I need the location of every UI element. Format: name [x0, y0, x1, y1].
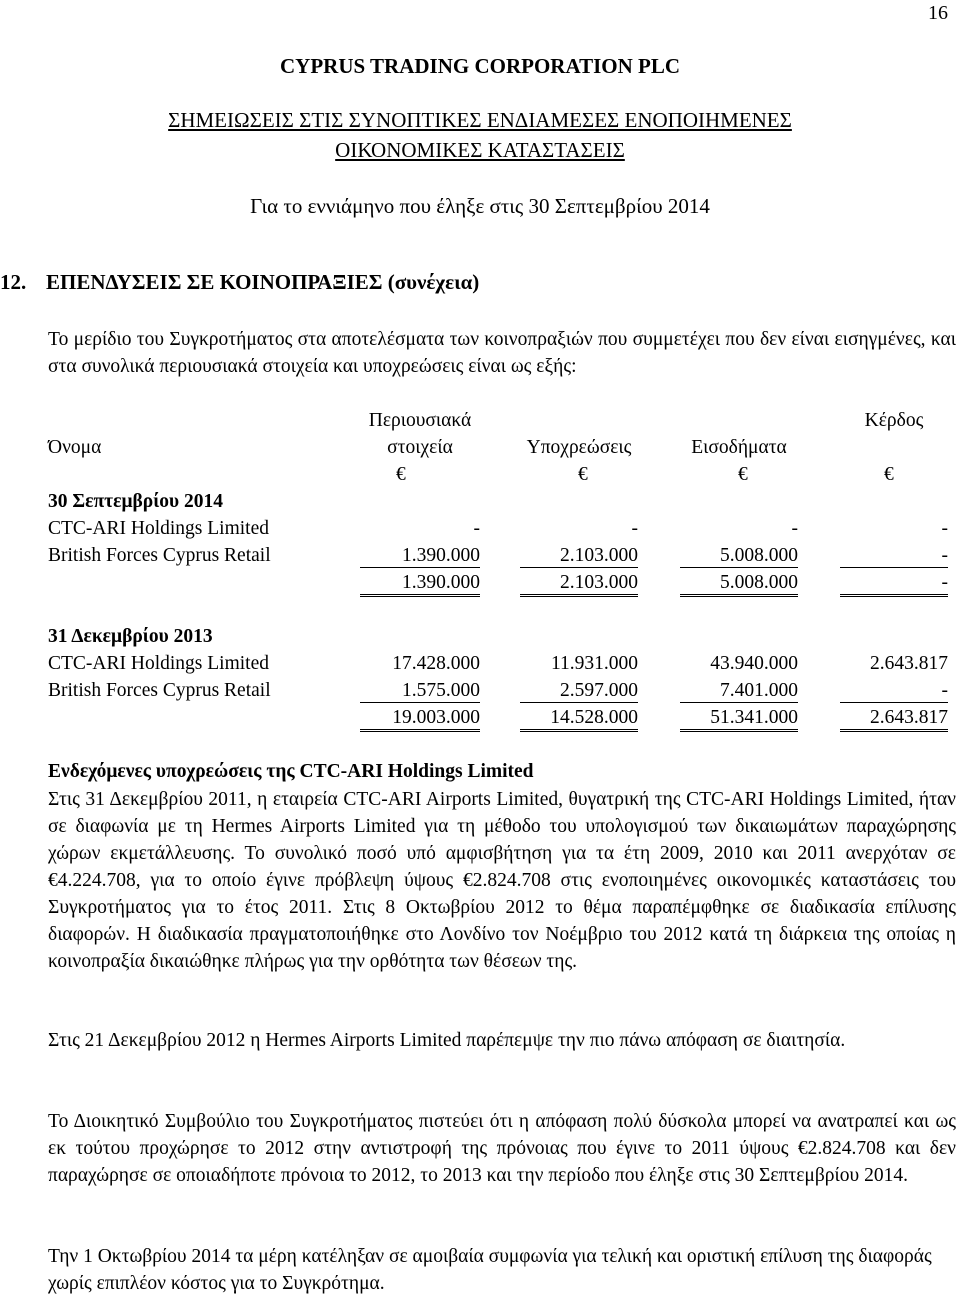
group-date-2014: 30 Σεπτεμβρίου 2014 [48, 491, 224, 512]
cell-liabilities: 2.597.000 [520, 680, 638, 703]
notes-heading-line2: ΟΙΚΟΝΟΜΙΚΕΣ ΚΑΤΑΣΤΑΣΕΙΣ [335, 138, 625, 162]
company-name: CYPRUS TRADING CORPORATION PLC [280, 54, 680, 78]
total-profit: - [840, 572, 948, 597]
cell-assets: 17.428.000 [392, 653, 480, 674]
total-liabilities: 14.528.000 [520, 707, 638, 732]
row-name: British Forces Cyprus Retail [48, 680, 271, 701]
header-liabilities: Υποχρεώσεις [526, 437, 632, 458]
cell-profit: - [840, 545, 948, 568]
cell-revenue: 5.008.000 [680, 545, 798, 568]
page-number: 16 [928, 2, 948, 24]
contingent-paragraph: Στις 31 Δεκεμβρίου 2011, η εταιρεία CTC-ARI Airports Limited, θυγατρική της CTC-ARI Holdings Limited, ήταν σε διαφωνία με τη Hermes Airports Limited για τη μέθοδο του υπολογισμού των δικαιωμάτων παραχώρησης χώρων εκμετάλλευσης. Το συνολικό ποσό υπό αμφισβήτηση για τα έτη 2009, 2010 και 2011 ανερχόταν σε €4.224.708, για το οποίο έγινε πρόβλεψη ύψους €2.824.708 στις ενοποιημένες οικονομικές καταστάσεις του Συγκροτήματος για το έτος 2011. Στις 8 Οκτωβρίου 2012 το θέμα παραπέμφθηκε σε διαδικασία επίλυσης διαφορών. Η διαδικασία πραγματοποιήθηκε στο Λονδίνο τον Νοέμβριο του 2012 κατά τη διάρκεια της οποίας η κοινοπραξία δικαιώθηκε πλήρως για την ορθότητα των θέσεων της. [48, 789, 956, 972]
notes-heading-line1: ΣΗΜΕΙΩΣΕΙΣ ΣΤΙΣ ΣΥΝΟΠΤΙΚΕΣ ΕΝΔΙΑΜΕΣΕΣ ΕΝΟΠΟΙΗΜΕΝΕΣ [168, 108, 792, 132]
currency-profit: € [884, 464, 894, 485]
currency-revenue: € [738, 464, 748, 485]
cell-profit: - [840, 680, 948, 703]
period-heading: Για το εννιάμηνο που έληξε στις 30 Σεπτεμβρίου 2014 [250, 194, 710, 218]
total-liabilities: 2.103.000 [520, 572, 638, 597]
cell-revenue: 43.940.000 [710, 653, 798, 674]
total-revenue: 5.008.000 [680, 572, 798, 597]
cell-assets: - [473, 518, 480, 539]
cell-revenue: 7.401.000 [680, 680, 798, 703]
row-name: CTC-ARI Holdings Limited [48, 518, 269, 539]
group-date-2013: 31 Δεκεμβρίου 2013 [48, 626, 213, 647]
cell-assets: 1.390.000 [360, 545, 480, 568]
cell-profit: - [941, 518, 948, 539]
total-profit: 2.643.817 [840, 707, 948, 732]
contingent-title: Ενδεχόμενες υποχρεώσεις της CTC-ARI Holdings Limited [48, 761, 534, 782]
settlement-paragraph: Την 1 Οκτωβρίου 2014 τα μέρη κατέληξαν σε αμοιβαία συμφωνία για τελική και οριστική επίλυση της διαφοράς χωρίς επιπλέον κόστος για το Συγκρότημα. [48, 1246, 932, 1294]
row-name: CTC-ARI Holdings Limited [48, 653, 269, 674]
section-number: 12. [0, 270, 27, 294]
section-heading [0, 270, 479, 295]
header-revenue: Εισοδήματα [691, 437, 787, 458]
intro-paragraph: Το μερίδιο του Συγκροτήματος στα αποτελέσματα των κοινοπραξιών που συμμετέχει που δεν είναι εισηγμένες, και στα συνολικά περιουσιακά στοιχεία και υποχρεώσεις είναι ως εξής: [48, 329, 956, 377]
currency-assets: € [396, 464, 406, 485]
total-assets: 19.003.000 [360, 707, 480, 732]
currency-liabilities: € [578, 464, 588, 485]
board-paragraph: Το Διοικητικό Συμβούλιο του Συγκροτήματος πιστεύει ότι η απόφαση πολύ δύσκολα μπορεί να ανατραπεί και ως εκ τούτου προχώρησε το 2012 στην αντιστροφή της πρόνοιας που έγινε το 2011 ύψους €2.824.708 και δεν παραχώρησε σε οποιαδήποτε πρόνοια το 2012, το 2013 και την περίοδο που έληξε στις 30 Σεπτεμβρίου 2014. [48, 1111, 956, 1186]
header-assets-line1: Περιουσιακά [368, 410, 472, 431]
total-assets: 1.390.000 [360, 572, 480, 597]
header-profit: Κέρδος [864, 410, 924, 431]
appeal-paragraph: Στις 21 Δεκεμβρίου 2012 η Hermes Airports Limited παρέπεμψε την πιο πάνω απόφαση σε διαιτησία. [48, 1030, 846, 1051]
cell-liabilities: 2.103.000 [520, 545, 638, 568]
header-assets-line2: στοιχεία [387, 437, 453, 458]
header-name: Όνομα [48, 437, 102, 458]
cell-liabilities: - [631, 518, 638, 539]
total-revenue: 51.341.000 [680, 707, 798, 732]
section-title: ΕΠΕΝΔΥΣΕΙΣ ΣΕ ΚΟΙΝΟΠΡΑΞΙΕΣ (συνέχεια) [46, 270, 480, 294]
cell-assets: 1.575.000 [360, 680, 480, 703]
cell-revenue: - [791, 518, 798, 539]
row-name: British Forces Cyprus Retail [48, 545, 271, 566]
cell-liabilities: 11.931.000 [550, 653, 638, 674]
cell-profit: 2.643.817 [870, 653, 948, 674]
